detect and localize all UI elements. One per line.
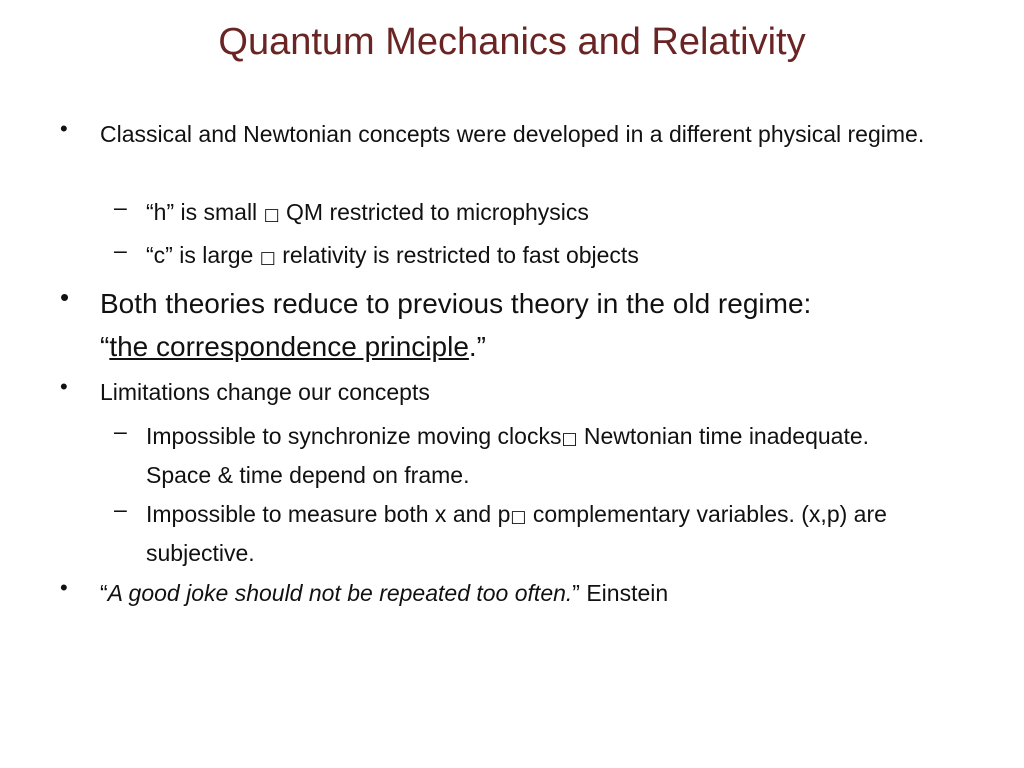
sub-item-h-small [114,194,934,233]
bullet-item-classical [60,116,960,152]
quote-attribution: ” Einstein [572,580,669,606]
bullet-icon: • [60,575,68,600]
missing-arrow-icon: □ [263,205,280,225]
bullet-item-einstein-quote [60,575,960,611]
text-segment: “h” is small [146,199,264,225]
dash-icon: – [114,237,127,263]
bullet-text [100,282,960,368]
text-line: Both theories reduce to previous theory in the old regime: [100,288,812,319]
text-segment: relativity is restricted to fast objects [275,242,639,268]
text-segment: QM restricted to microphysics [279,199,589,225]
text-segment: Impossible to measure both x and p [146,501,511,527]
close-quote: .” [468,331,486,362]
bullet-icon: • [60,116,68,141]
sub-item-measure [114,496,934,571]
dash-icon: – [114,496,127,522]
sub-item-text [146,194,934,233]
text-segment: Newtonian time inadequate. Space & time depend on frame. [146,423,870,488]
open-quote: “ [100,580,108,606]
bullet-text: Classical and Newtonian concepts were developed in a different physical regime. [100,121,925,147]
missing-arrow-icon: □ [561,429,578,449]
sub-item-c-large [114,237,934,276]
sub-item-text [146,237,934,276]
dash-icon: – [114,418,127,444]
sub-item-text [146,418,934,493]
correspondence-principle-link[interactable]: the correspondence principle [109,331,469,362]
sub-item-clocks [114,418,934,493]
missing-arrow-icon: □ [510,507,527,527]
bullet-item-correspondence [60,282,960,368]
quote-text [100,575,960,611]
text-segment: complementary variables. (x,p) are subjective. [146,501,887,566]
text-segment: “c” is large [146,242,260,268]
bullet-item-limitations [60,374,960,410]
missing-arrow-icon: □ [259,248,276,268]
text-segment: Impossible to synchronize moving clocks [146,423,562,449]
bullet-icon: • [60,282,70,312]
bullet-text: Limitations change our concepts [100,379,430,405]
einstein-quote: A good joke should not be repeated too often. [107,580,573,606]
dash-icon: – [114,194,127,220]
bullet-icon: • [60,374,68,399]
sub-item-text [146,496,934,571]
slide-title: Quantum Mechanics and Relativity [218,21,806,63]
open-quote: “ [100,331,110,362]
